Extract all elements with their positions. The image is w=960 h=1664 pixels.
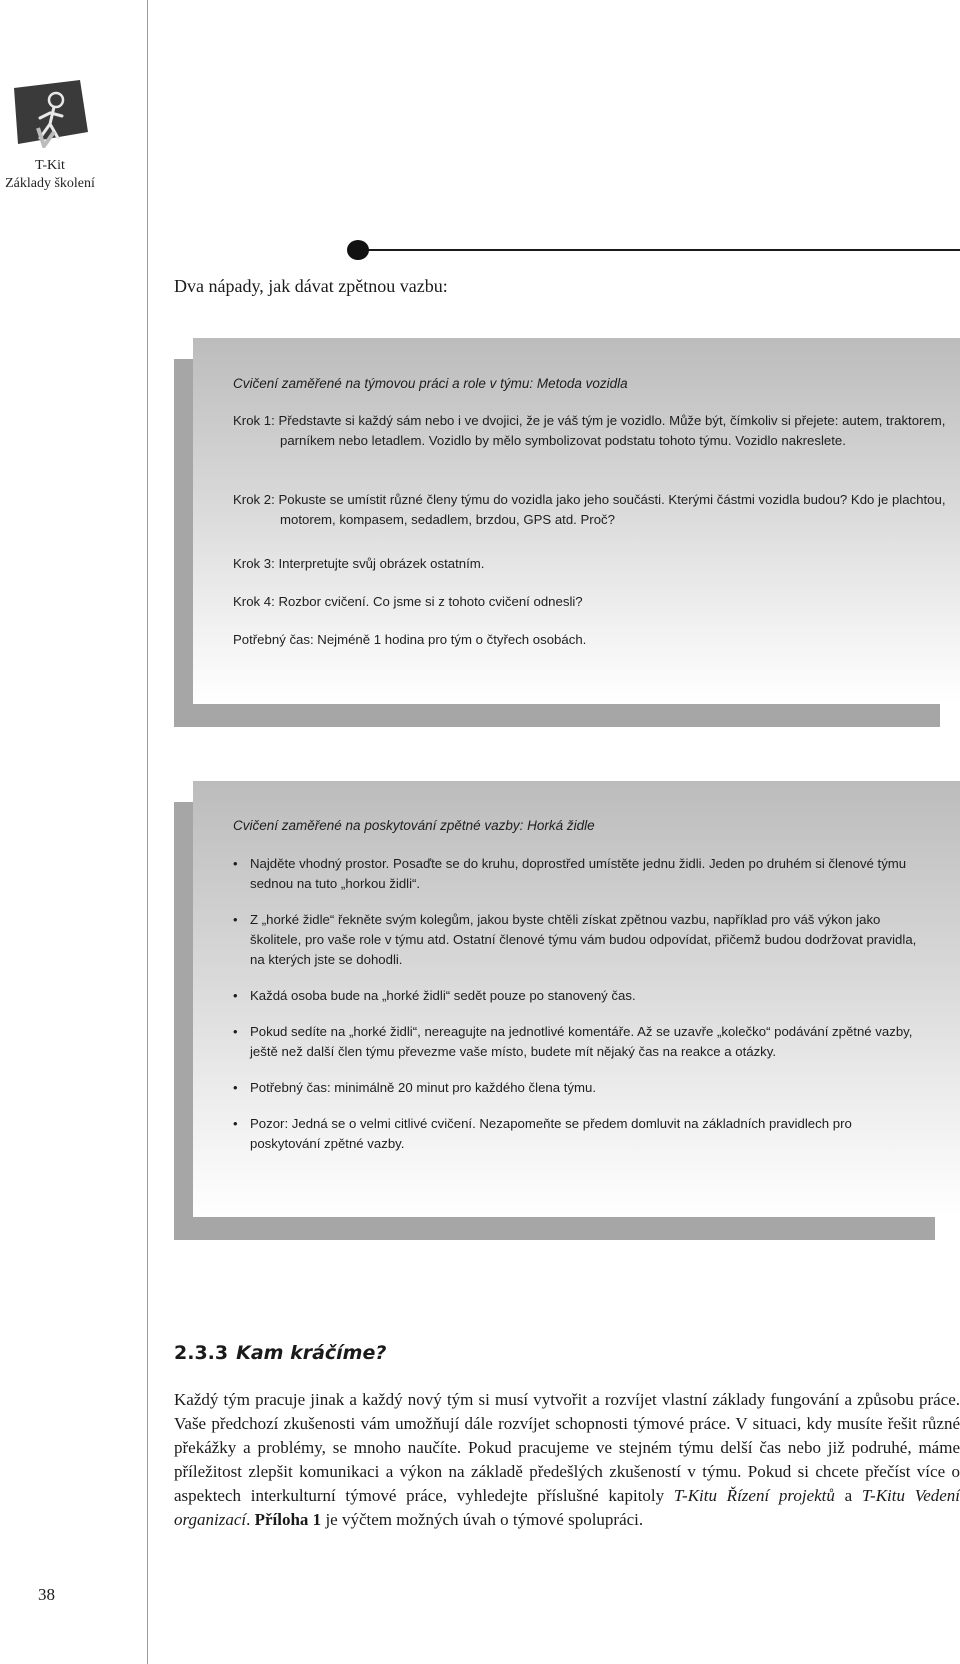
intro-heading: Dva nápady, jak dávat zpětnou vazbu:	[174, 276, 448, 296]
para-text: Každý tým pracuje jinak a každý nový tým si musí vytvořit a rozvíjet vlastní základy fungování a způsobu práce. Vaše předchozí zkušenosti vám umožňují dále rozvíjet schopnosti týmové práce. V situaci, kdy musíte řešit různé překážky a problémy, se mnoho naučíte. Pokud pracujeme ve stejném týmu delší čas nebo již podruhé, máme příležitost zlepšit komunikaci a výkon na základě předešlých zkušeností v týmu. Pokud si chcete přečíst více o aspektech interkulturní týmové práce, vyhledejte příslušné kapitoly	[174, 1390, 960, 1505]
bullet-icon: •	[233, 912, 238, 927]
para-text-and: a	[834, 1486, 862, 1505]
step-label: Krok 3:	[233, 556, 275, 571]
list-item	[233, 1078, 923, 1098]
list-item-text: Z „horké židle“ řekněte svým kolegům, jakou byste chtěli získat zpětnou vazbu, například pro váš výkon jako školitele, pro vaše role v týmu atd. Ostatní členové týmu vám budou odpovídat, přičemž budou dodržovat pravidla, na kterých jste se dohodli.	[250, 912, 917, 967]
annex-reference: Příloha 1	[254, 1510, 322, 1529]
step-text: Rozbor cvičení. Co jsme si z tohoto cvičení odnesli?	[278, 594, 583, 609]
step-label: Krok 4:	[233, 594, 275, 609]
list-item-text: Pozor: Jedná se o velmi citlivé cvičení. Nezapomeňte se předem domluvit na základních pravidlech pro poskytování zpětné vazby.	[250, 1116, 852, 1151]
box1-step-1	[233, 411, 960, 451]
section-number: 2.3.3	[174, 1342, 229, 1364]
bullet-icon: •	[233, 1080, 238, 1095]
margin-rule	[147, 0, 148, 1664]
list-item-text: Potřebný čas: minimálně 20 minut pro každého člena týmu.	[250, 1080, 596, 1095]
exercise-box-hot-chair	[193, 781, 960, 1217]
bullet-icon: •	[233, 1116, 238, 1131]
para-text-dot: .	[246, 1510, 255, 1529]
box1-step-2	[233, 490, 960, 530]
box1-time: Potřebný čas: Nejméně 1 hodina pro tým o čtyřech osobách.	[233, 632, 587, 647]
list-item	[233, 1022, 923, 1062]
list-item	[233, 1114, 923, 1154]
box2-bullet-list	[233, 854, 923, 1170]
exercise-box-vehicle	[193, 338, 960, 704]
step-label: Krok 2:	[233, 492, 275, 507]
list-item-text: Pokud sedíte na „horké židli“, nereagujte na jednotlivé komentáře. Až se uzavře „kolečko“ podávání zpětné vazby, ještě než další člen týmu převezme vaše místo, budete mít nějaký čas na reakce a otázky.	[250, 1024, 913, 1059]
decorative-rule	[358, 249, 960, 251]
para-text-end: je výčtem možných úvah o týmové spolupráci.	[321, 1510, 644, 1529]
section-title: Kam kráčíme?	[236, 1342, 387, 1364]
box1-title: Cvičení zaměřené na týmovou práci a role v týmu: Metoda vozidla	[233, 376, 628, 391]
box2-title: Cvičení zaměřené na poskytování zpětné vazby: Horká židle	[233, 818, 595, 833]
bullet-icon: •	[233, 1024, 238, 1039]
list-item	[233, 986, 923, 1006]
reference-tkit-projects: T-Kitu Řízení projektů	[673, 1486, 835, 1505]
reference-tkit-organisations: T-Kitu Vedení organizací	[174, 1486, 960, 1529]
bullet-icon: •	[233, 988, 238, 1003]
box1-step-3	[233, 554, 960, 574]
step-text: Pokuste se umístit různé členy týmu do vozidla jako jeho součásti. Kterými částmi vozidla budou? Kdo je plachtou, motorem, kompasem, sedadlem, brzdou, GPS atd. Proč?	[278, 492, 946, 527]
sidebar-title-line2: Základy školení	[5, 176, 95, 191]
section-heading	[174, 1342, 386, 1364]
page-number: 38	[38, 1585, 55, 1604]
box1-step-4	[233, 592, 960, 612]
step-text: Interpretujte svůj obrázek ostatním.	[278, 556, 485, 571]
decorative-dot	[347, 240, 369, 260]
list-item-text: Najděte vhodný prostor. Posaďte se do kruhu, doprostřed umístěte jednu židli. Jeden po druhém si členové týmu sednou na tuto „horkou židli“.	[250, 856, 907, 891]
list-item-text: Každá osoba bude na „horké židli“ sedět pouze po stanovený čas.	[250, 988, 636, 1003]
sidebar-title	[0, 157, 100, 193]
bullet-icon: •	[233, 856, 238, 871]
list-item	[233, 854, 923, 894]
step-label: Krok 1:	[233, 413, 275, 428]
section-body-paragraph	[174, 1388, 960, 1532]
step-text: Představte si každý sám nebo i ve dvojici, že je váš tým je vozidlo. Může být, čímkoliv si přejete: autem, traktorem, parníkem nebo letadlem. Vozidlo by mělo symbolizovat podstatu tohoto týmu. Vozidlo nakreslete.	[278, 413, 946, 448]
sidebar-title-line1: T-Kit	[35, 158, 65, 173]
walking-figure-logo-icon	[10, 80, 88, 148]
list-item	[233, 910, 923, 970]
